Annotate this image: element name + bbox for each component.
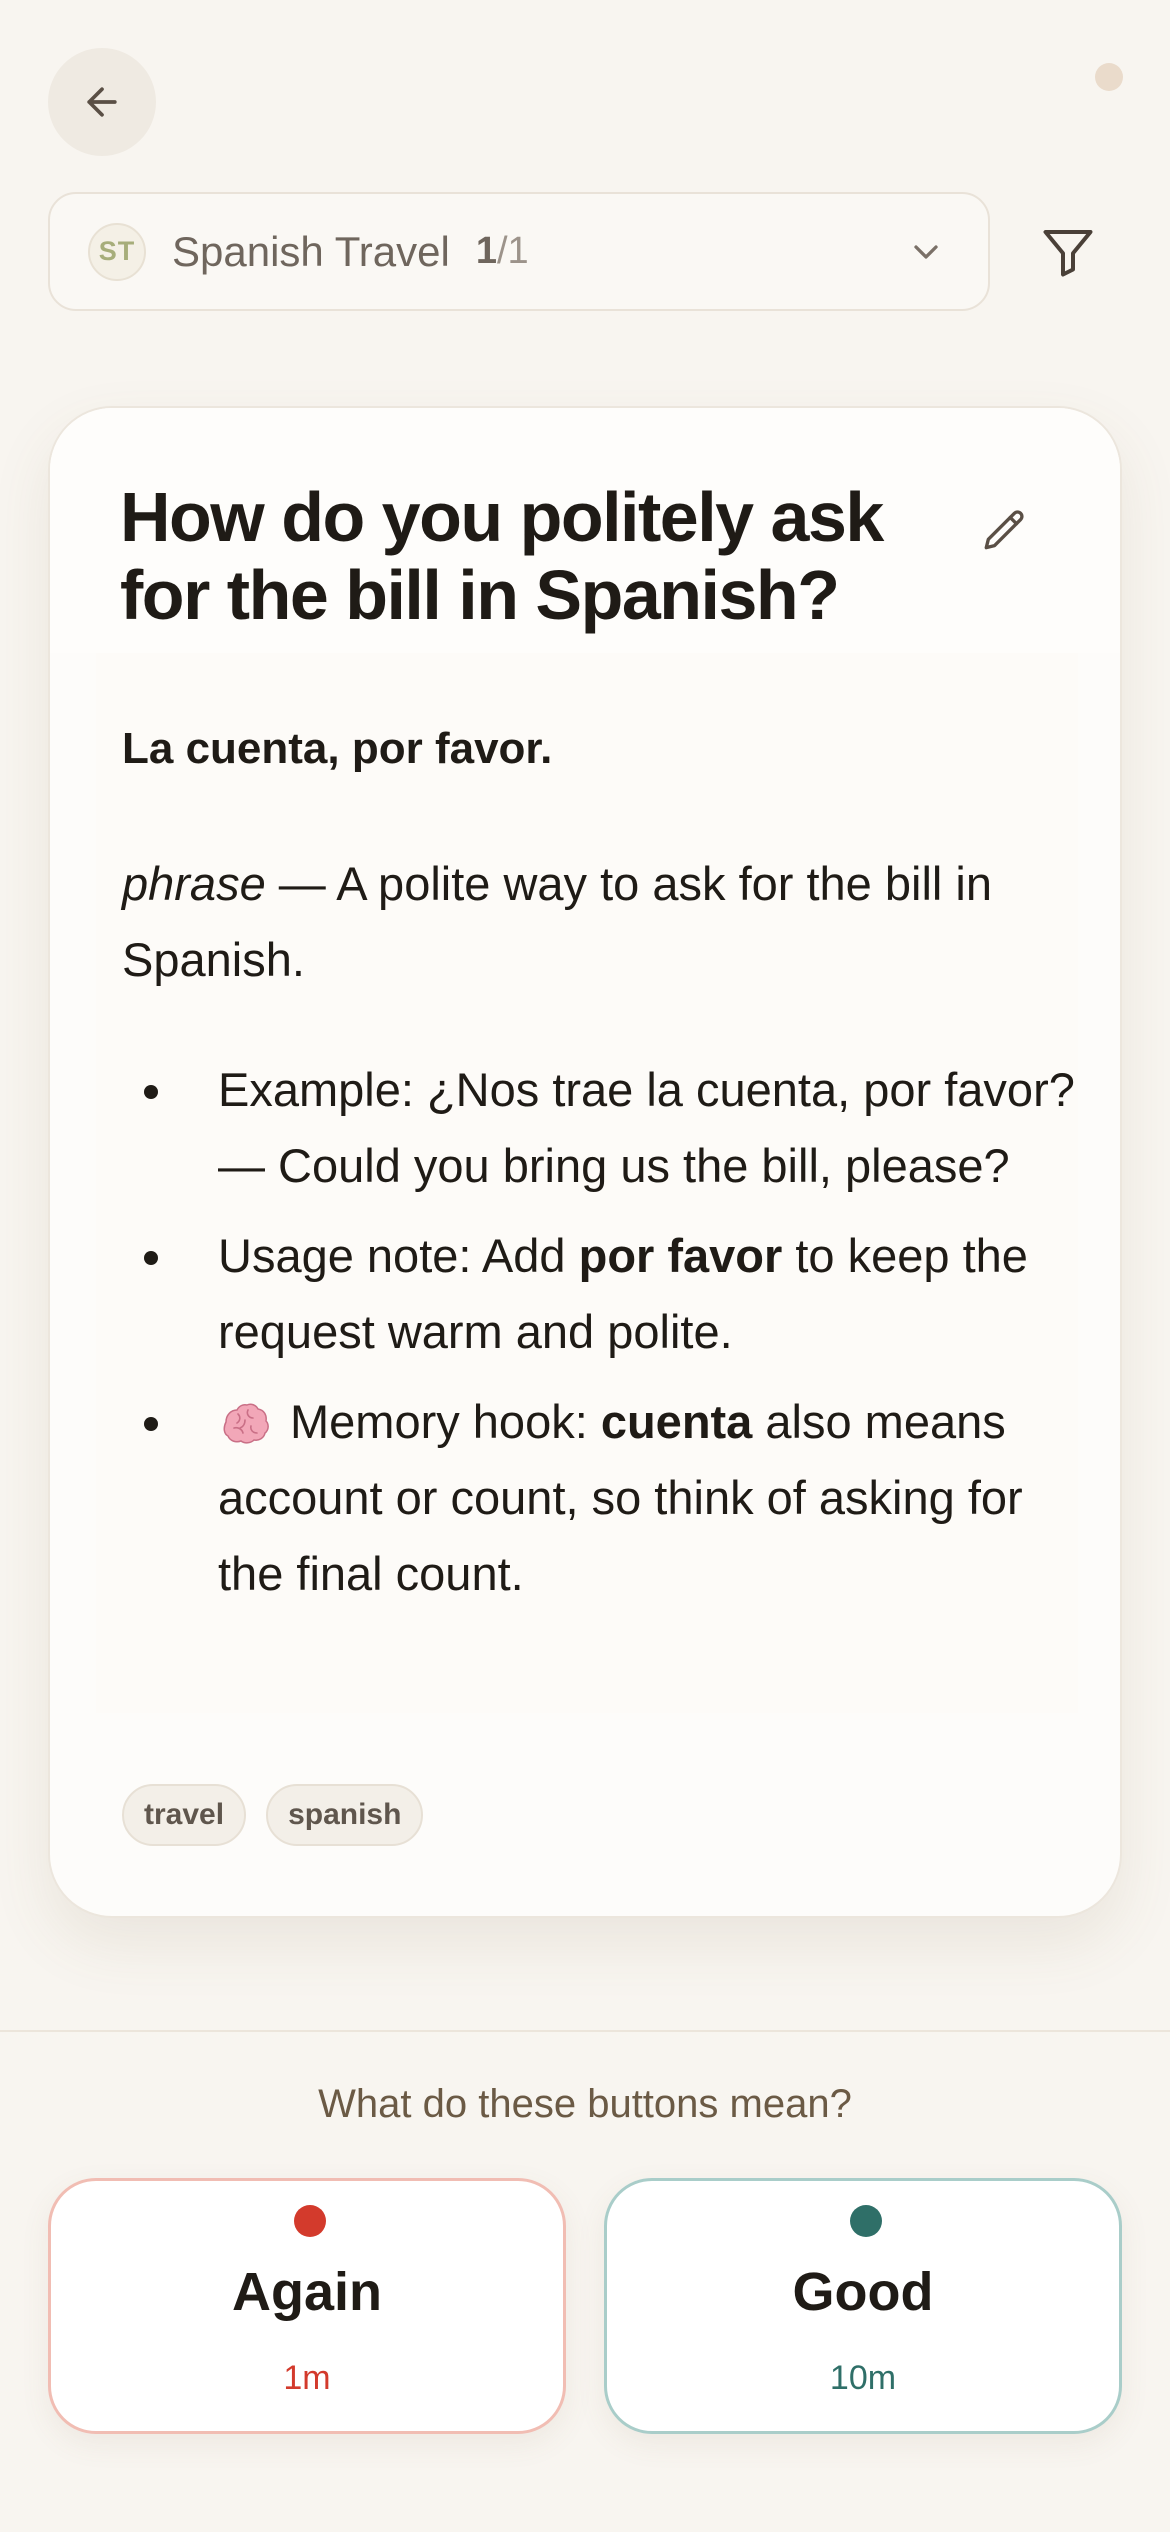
deck-name: Spanish Travel: [172, 227, 450, 275]
status-dot: [1095, 63, 1123, 91]
chevron-down-icon: [906, 232, 946, 277]
deck-selector[interactable]: [48, 192, 990, 311]
card-answer: La cuenta, por favor.: [122, 724, 553, 773]
button-help-link[interactable]: What do these buttons mean?: [318, 2082, 852, 2126]
arrow-left-icon: [80, 80, 124, 124]
memory-suffix: also means account or count, so think of asking for the final count.: [218, 1395, 1023, 1600]
deck-current: 1: [475, 230, 497, 272]
good-button[interactable]: [604, 2178, 1122, 2434]
card-question: How do you politely ask for the bill in Spanish?: [120, 478, 883, 634]
list-item-usage: [122, 1218, 1082, 1370]
card-definition: [122, 846, 1052, 998]
again-button[interactable]: [48, 2178, 566, 2434]
filter-button[interactable]: [1030, 216, 1106, 288]
list-item-memory: [122, 1384, 1082, 1612]
again-interval: 1m: [283, 2359, 331, 2397]
edit-card-button[interactable]: [970, 496, 1040, 566]
good-indicator-dot: [850, 2205, 882, 2237]
usage-highlight: por favor: [578, 1229, 783, 1282]
bullet-dot: [144, 1251, 158, 1265]
good-label: Good: [792, 2262, 934, 2322]
good-interval: 10m: [829, 2359, 897, 2397]
example-text: Example: ¿Nos trae la cuenta, por favor? — Could you bring us the bill, please?: [218, 1063, 1075, 1192]
deck-total: 1: [507, 230, 529, 272]
part-of-speech: phrase: [122, 857, 266, 910]
tag-list: [122, 1784, 423, 1846]
usage-prefix: Usage note: Add: [218, 1229, 579, 1282]
bullet-dot: [144, 1085, 158, 1099]
pencil-icon: [980, 506, 1030, 556]
memory-highlight: cuenta: [600, 1395, 753, 1448]
again-label: Again: [231, 2262, 382, 2322]
tag-chip[interactable]: spanish: [266, 1784, 423, 1846]
filter-icon: [1036, 222, 1100, 282]
usage-suffix: to keep the request warm and polite.: [218, 1229, 1028, 1358]
deck-separator: /: [496, 230, 508, 272]
list-item-example: [122, 1052, 1082, 1204]
tag-chip[interactable]: travel: [122, 1784, 246, 1846]
bullet-dot: [144, 1417, 158, 1431]
deck-avatar: ST: [88, 223, 146, 281]
definition-text: — A polite way to ask for the bill in Spanish.: [122, 857, 992, 986]
memory-prefix: Memory hook:: [290, 1395, 601, 1448]
deck-progress: [476, 230, 529, 273]
brain-icon: [218, 1400, 272, 1444]
back-button[interactable]: [48, 48, 156, 156]
footer-divider: [0, 2030, 1170, 2032]
notes-list: [122, 1052, 1082, 1626]
flashcard: [48, 406, 1122, 1918]
again-indicator-dot: [294, 2205, 326, 2237]
